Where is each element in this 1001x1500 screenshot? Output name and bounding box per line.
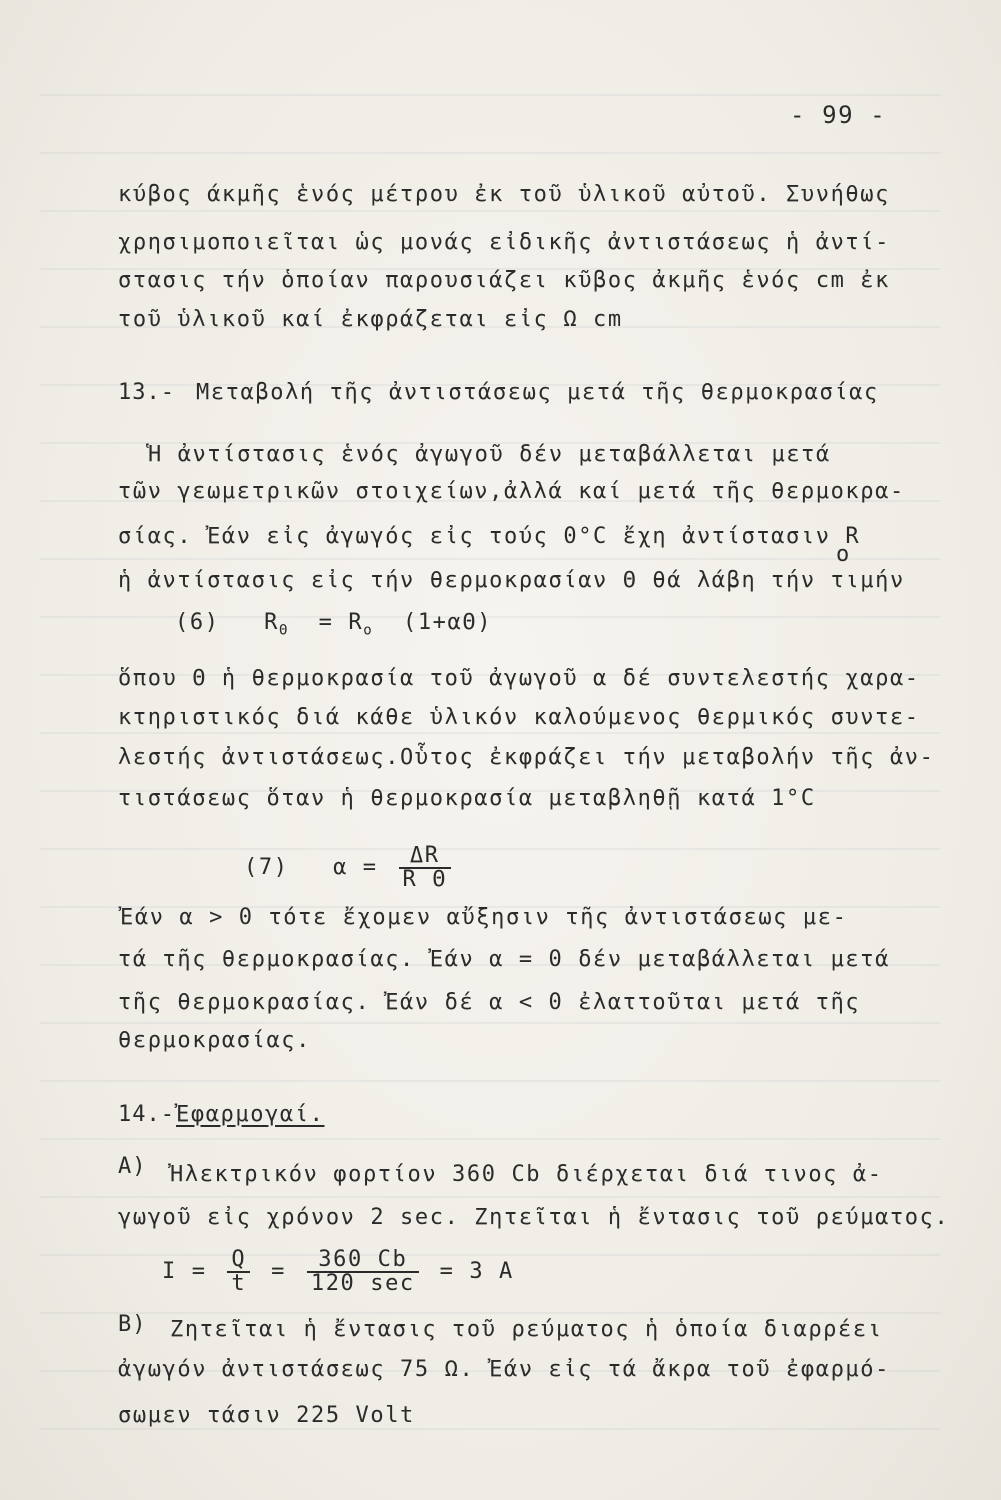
eq-rhs-r: R	[348, 610, 364, 635]
text-line: ἡ ἀντίστασις εἰς τήν θερμοκρασίαν Θ θά λάβη τήν τιμήν	[118, 568, 905, 593]
text-line: λεστής ἀντιστάσεως.Οὗτος ἐκφράζει τήν μεταβολήν τῆς ἀν-	[118, 745, 935, 770]
page-number: - 99 -	[790, 101, 887, 129]
item-label-b: B)	[118, 1312, 147, 1337]
fraction-numerator: ΔR	[399, 845, 452, 869]
section-title: Ἐφαρμογαί.	[176, 1102, 325, 1127]
eq-rhs-sub: o	[363, 622, 374, 639]
text-line: ὅπου Θ ἡ θερμοκρασία τοῦ ἀγωγοῦ α δέ συντελεστής χαρα-	[118, 666, 920, 691]
text-line: γωγοῦ εἰς χρόνον 2 sec. Ζητεῖται ἡ ἔντασις τοῦ ρεύματος.	[118, 1205, 950, 1230]
item-label-a: A)	[118, 1154, 147, 1179]
text-line: τιστάσεως ὅταν ἡ θερμοκρασία μεταβληθῇ κατά 1°C	[118, 786, 816, 811]
equation-6: (6) $R_\Theta = R_o$ (1+αΘ)	[175, 610, 493, 639]
fraction-denominator: t	[231, 1271, 247, 1296]
equation-label: (7)	[244, 855, 289, 880]
text-line: Ἡ ἀντίστασις ἑνός ἀγωγοῦ δέν μεταβάλλεται μετά	[148, 442, 831, 467]
equation-label: (6)	[175, 610, 220, 635]
text-line: τῆς θερμοκρασίας. Ἐάν δέ α < 0 ἐλαττοῦται μετά τῆς	[118, 990, 861, 1015]
text-line: στασις τήν ὁποίαν παρουσιάζει κῦβος ἀκμῆς ἑνός cm ἐκ	[118, 268, 890, 293]
text-line: κύβος άκμῆς ἑνός μέτρου ἐκ τοῦ ὑλικοῦ αὐτοῦ. Συνήθως	[118, 182, 890, 207]
text-line: τά τῆς θερμοκρασίας. Ἐάν α = 0 δέν μεταβάλλεται μετά	[118, 947, 890, 972]
fraction-denominator: R Θ	[402, 867, 448, 892]
text-line: ἀγωγόν ἀντιστάσεως 75 Ω. Ἐάν εἰς τά ἄκρα τοῦ ἐφαρμό-	[118, 1357, 890, 1382]
text-line: κτηριστικός διά κάθε ὑλικόν καλούμενος θερμικός συντε-	[118, 705, 920, 730]
equation-7	[244, 838, 457, 898]
eq-equals: =	[271, 1259, 286, 1284]
r-subscript: o	[836, 542, 851, 567]
text-line: Ζητεῖται ἡ ἔντασις τοῦ ρεύματος ἡ ὁποία διαρρέει	[170, 1317, 883, 1342]
text-line: σωμεν τάσιν 225 Volt	[118, 1403, 415, 1428]
text-line: τῶν γεωμετρικῶν στοιχείων,ἀλλά καί μετά τῆς θερμοκρα-	[118, 479, 905, 504]
fraction	[227, 1249, 250, 1295]
section-number: 14.-	[118, 1102, 175, 1127]
text-line: χρησιμοποιεῖται ὡς μονάς εἰδικῆς ἀντιστάσεως ἡ ἀντί-	[118, 230, 890, 255]
text-line: τοῦ ὑλικοῦ καί ἐκφράζεται εἰς Ω cm	[118, 307, 623, 332]
text-line: Ἐάν α > 0 τότε ἔχομεν αὔξησιν τῆς ἀντιστάσεως με-	[120, 905, 848, 930]
text-line: σίας. Ἐάν εἰς ἀγωγός εἰς τούς 0°C ἔχη ἀντίστασιν R	[118, 524, 861, 549]
eq-rhs-tail: (1+αΘ)	[402, 610, 493, 635]
text-line: Ἠλεκτρικόν φορτίον 360 Cb διέρχεται διά τινος ἀ-	[170, 1162, 883, 1187]
fraction	[307, 1249, 419, 1295]
fraction-numerator: Q	[227, 1249, 250, 1273]
eq-lhs: α =	[333, 855, 378, 880]
eq-lhs: R	[264, 610, 279, 635]
section-number: 13.-	[118, 380, 175, 405]
fraction-numerator: 360 Cb	[307, 1249, 419, 1273]
eq-lhs: I =	[162, 1259, 207, 1284]
eq-lhs-sub: Θ	[278, 622, 289, 639]
section-title: Μεταβολή τῆς ἀντιστάσεως μετά τῆς θερμοκρασίας	[196, 380, 879, 405]
text-line: θερμοκρασίας.	[118, 1028, 311, 1053]
equation-a	[162, 1242, 514, 1302]
fraction	[399, 845, 452, 891]
eq-result: = 3 A	[439, 1259, 514, 1284]
fraction-denominator: 120 sec	[310, 1271, 415, 1296]
